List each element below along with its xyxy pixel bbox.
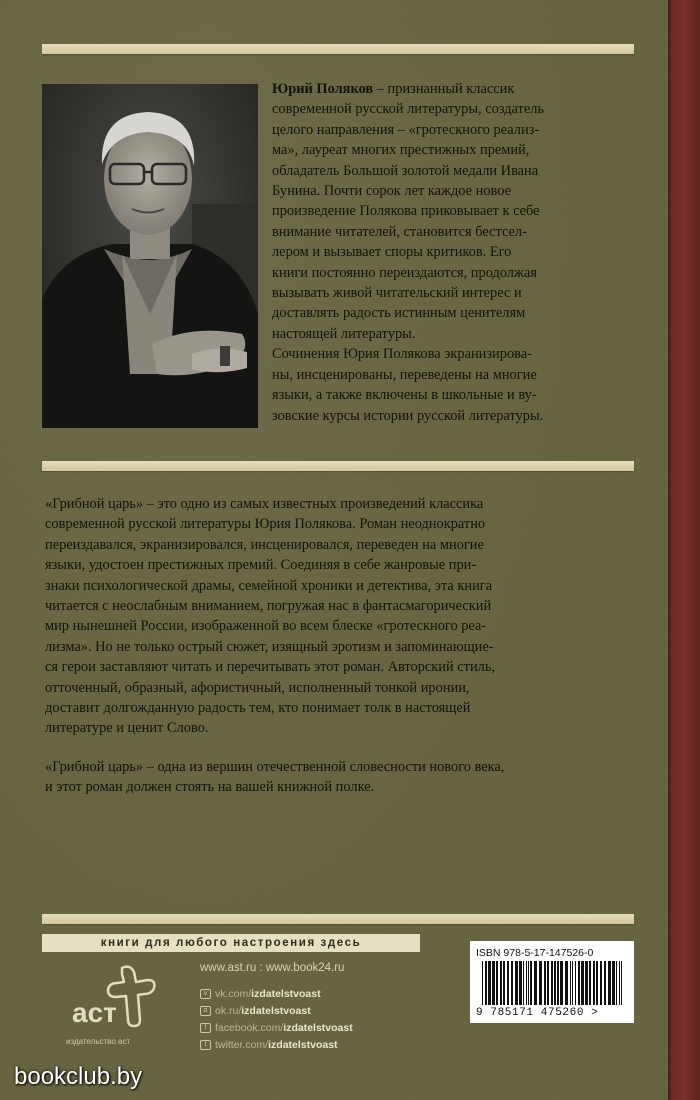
- description-line: «Грибной царь» – одна из вершин отечественной словесности нового века,: [45, 758, 505, 775]
- description-line: языки, удостоен престижных премий. Соединяя в себе жанровые при-: [45, 557, 477, 574]
- barcode-bar: [570, 961, 571, 1005]
- author-name: Юрий Поляков: [272, 81, 374, 97]
- isbn-label: ISBN 978-5-17-147526-0: [476, 947, 594, 959]
- barcode-bar: [515, 961, 518, 1005]
- barcode-bar: [589, 961, 591, 1005]
- barcode-bar: [578, 961, 580, 1005]
- barcode-bar: [485, 961, 487, 1005]
- barcode-bar: [488, 961, 491, 1005]
- barcode-bar: [503, 961, 505, 1005]
- description-line: читается с неослабным вниманием, погружая нас в фантасмагорический: [45, 598, 492, 615]
- description-line: отточенный, образный, афористичный, исполненный тонкой иронии,: [45, 679, 470, 696]
- barcode-bar: [593, 961, 595, 1005]
- barcode-bar: [551, 961, 553, 1005]
- bio-line: современной русской литературы, создатель: [272, 101, 544, 118]
- barcode-bar: [616, 961, 617, 1005]
- bio-line: целого направления – «гротескного реализ-: [272, 121, 540, 138]
- vk-icon: v: [200, 989, 211, 999]
- description-line: доставит долгожданную радость тем, кто понимает толк в настоящей: [45, 700, 471, 717]
- barcode-bar: [507, 961, 509, 1005]
- social-prefix: vk.com/: [215, 988, 252, 1000]
- bio-first-line: [272, 79, 632, 99]
- description-line: знаки психологической драмы, семейной хроники и детектива, эта книга: [45, 577, 493, 594]
- barcode-bar: [565, 961, 568, 1005]
- bio-first-line-rest: – признанный классик: [373, 81, 515, 97]
- description-paragraph: [45, 494, 641, 739]
- barcode-bar: [572, 961, 573, 1005]
- bio-line: произведение Полякова приковывает к себе: [272, 203, 540, 220]
- isbn-block: [470, 941, 634, 1023]
- social-link-vk[interactable]: [200, 986, 353, 1003]
- barcode-bar: [526, 961, 527, 1005]
- social-links: [200, 986, 353, 1054]
- barcode-bar: [523, 961, 524, 1005]
- bio-line: вызывать живой читательский интерес и: [272, 285, 522, 302]
- barcode-bar: [482, 961, 483, 1005]
- description-line: ся герои заставляют читать и перечитывать этот роман. Авторский стиль,: [45, 659, 495, 676]
- facebook-icon: f: [200, 1023, 211, 1033]
- bio-line: доставлять радость истинным ценителям: [272, 305, 526, 322]
- barcode-bar: [604, 961, 606, 1005]
- social-prefix: ok.ru/: [215, 1005, 242, 1017]
- bio-line: внимание читателей, становится бестсел-: [272, 223, 527, 240]
- publisher-websites[interactable]: www.ast.ru : www.book24.ru: [200, 962, 345, 974]
- social-handle: izdatelstvoast: [268, 1039, 338, 1051]
- barcode-bar: [534, 961, 537, 1005]
- description-line: «Грибной царь» – это одно из самых известных произведений классика: [45, 496, 484, 512]
- description-line: и этот роман должен стоять на вашей книжной полке.: [45, 779, 375, 796]
- description-line: лизма». Но не только острый сюжет, изящный эротизм и запоминающие-: [45, 638, 494, 655]
- barcode-bar: [544, 961, 546, 1005]
- publisher-slogan: книги для любого настроения здесь: [42, 934, 420, 952]
- social-handle: izdatelstvoast: [241, 1005, 311, 1017]
- bio-line: лером и вызывает споры критиков. Его: [272, 244, 512, 261]
- source-watermark: bookclub.by: [14, 1063, 143, 1090]
- barcode-bar: [528, 961, 529, 1005]
- description-line: литературе и ценит Слово.: [45, 720, 209, 737]
- barcode-bar: [547, 961, 549, 1005]
- bio-line: книги постоянно переиздаются, продолжая: [272, 264, 537, 281]
- twitter-icon: t: [200, 1040, 211, 1050]
- description-line: переиздавался, экранизировался, инсценировался, переведен на многие: [45, 536, 484, 553]
- barcode-bar: [539, 961, 542, 1005]
- barcode-bar: [530, 961, 532, 1005]
- bio-line: настоящей литературы.: [272, 325, 416, 342]
- barcode-bar: [560, 961, 563, 1005]
- barcode-bar: [554, 961, 556, 1005]
- barcode-bar: [612, 961, 615, 1005]
- bio-line: обладатель Большой золотой медали Ивана: [272, 162, 539, 179]
- social-link-facebook[interactable]: [200, 1020, 353, 1037]
- book-spine-edge: [668, 0, 700, 1100]
- barcode-bar: [596, 961, 598, 1005]
- bio-line: ма», лауреат многих престижных премий,: [272, 142, 530, 159]
- bio-line: Сочинения Юрия Полякова экранизирова-: [272, 346, 532, 363]
- barcode-bar: [496, 961, 498, 1005]
- social-prefix: facebook.com/: [215, 1022, 284, 1034]
- barcode-bar: [511, 961, 513, 1005]
- barcode-bar: [519, 961, 522, 1005]
- barcode-image: [476, 961, 628, 1007]
- author-bio: [272, 79, 632, 426]
- description-line: современной русской литературы Юрия Полякова. Роман неоднократно: [45, 516, 486, 533]
- social-prefix: twitter.com/: [215, 1039, 269, 1051]
- barcode-bar: [557, 961, 559, 1005]
- bio-line: языки, а также включены в школьные и ву-: [272, 387, 537, 404]
- barcode-bar: [621, 961, 622, 1005]
- barcode-bar: [575, 961, 576, 1005]
- ok-icon: o: [200, 1006, 211, 1016]
- bio-line: зовские курсы истории русской литературы.: [272, 407, 544, 424]
- top-divider-bar: [42, 44, 634, 54]
- barcode-bar: [492, 961, 495, 1005]
- barcode-bar: [581, 961, 584, 1005]
- author-portrait-illustration: [42, 84, 258, 428]
- author-photo: [42, 84, 258, 428]
- ast-logo: [62, 960, 182, 1048]
- barcode-bar: [608, 961, 611, 1005]
- barcode-bar: [600, 961, 602, 1005]
- social-link-ok[interactable]: [200, 1003, 353, 1020]
- social-handle: izdatelstvoast: [283, 1022, 353, 1034]
- bio-line: Бунина. Почти сорок лет каждое новое: [272, 183, 511, 200]
- barcode-bar: [500, 961, 502, 1005]
- logo-caption: издательство аст: [66, 1037, 131, 1046]
- social-link-twitter[interactable]: [200, 1037, 353, 1054]
- middle-divider-bar: [42, 461, 634, 471]
- social-handle: izdatelstvoast: [251, 988, 321, 1000]
- logo-text: аст: [72, 997, 117, 1028]
- barcode-bar: [619, 961, 620, 1005]
- bio-line: ны, инсценированы, переведены на многие: [272, 366, 537, 383]
- isbn-digits: 9 785171 475260 >: [476, 1007, 599, 1019]
- ast-logo-icon: [62, 960, 182, 1048]
- bottom-divider-bar: [42, 914, 634, 924]
- book-description: [45, 494, 641, 816]
- barcode-bar: [585, 961, 588, 1005]
- description-line: мир нынешней России, изображенной во всем блеске «гротескного реа-: [45, 618, 487, 635]
- description-paragraph-closing: [45, 757, 641, 798]
